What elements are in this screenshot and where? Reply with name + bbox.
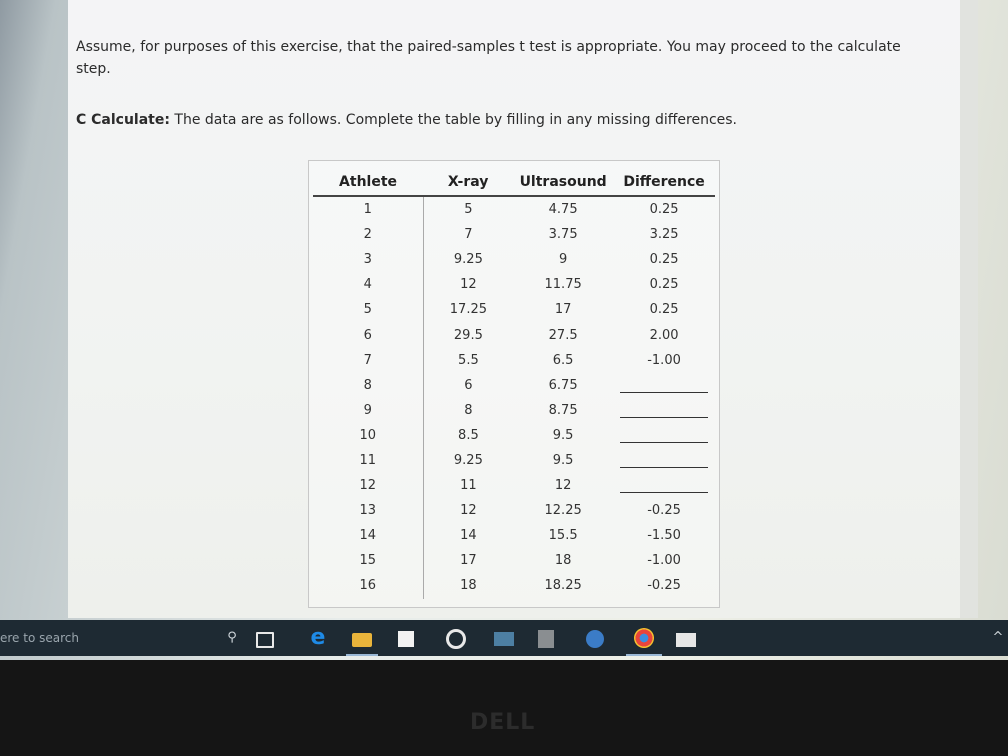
cell-ultrasound: 9.5 (552, 427, 574, 443)
cell-difference: -1.00 (647, 352, 681, 368)
table-row (313, 523, 715, 548)
cell-ultrasound: 15.5 (548, 528, 578, 544)
intro-line-2: step. (76, 61, 111, 77)
cell-xray: 9.25 (453, 452, 483, 468)
cell-athlete: 10 (313, 423, 423, 448)
calculate-label: C Calculate: (76, 112, 170, 128)
difference-blank[interactable] (620, 453, 708, 468)
monitor-brand-logo: DELL (470, 710, 536, 735)
cell-athlete: 11 (313, 448, 423, 473)
cell-difference[interactable] (613, 423, 715, 448)
cell-difference[interactable] (613, 398, 715, 423)
table-row (313, 473, 715, 498)
table-row (313, 297, 715, 322)
cell-athlete: 4 (313, 272, 423, 297)
cell-athlete: 14 (313, 523, 423, 548)
cell-athlete: 2 (313, 222, 423, 247)
cell-difference: 0.25 (649, 277, 679, 293)
cell-difference: -1.00 (647, 553, 681, 569)
cell-xray: 8 (464, 402, 473, 418)
table-row (313, 272, 715, 297)
cell-xray: 5.5 (458, 352, 479, 368)
store-icon[interactable] (398, 631, 414, 647)
table-row (313, 423, 715, 448)
page-right-edge (960, 0, 978, 618)
cell-ultrasound: 12.25 (544, 503, 582, 519)
chevron-up-icon[interactable]: ^ (992, 630, 1004, 645)
data-table-container (308, 160, 720, 608)
cell-ultrasound: 27.5 (548, 327, 578, 343)
cell-xray: 12 (460, 503, 477, 519)
cell-athlete: 1 (313, 196, 423, 222)
data-table (313, 169, 715, 599)
cell-difference: 0.25 (649, 252, 679, 268)
active-indicator (346, 654, 378, 656)
cell-athlete: 5 (313, 297, 423, 322)
table-row (313, 247, 715, 272)
cell-ultrasound: 6.75 (548, 377, 578, 393)
taskbar-search[interactable]: ere to search (0, 631, 79, 645)
cell-difference[interactable] (613, 448, 715, 473)
cell-xray: 9.25 (453, 252, 483, 268)
edge-browser-icon[interactable]: e (310, 625, 326, 650)
cell-athlete: 9 (313, 398, 423, 423)
file-explorer-icon[interactable] (352, 633, 372, 647)
task-view-icon[interactable] (256, 632, 274, 648)
cell-xray: 11 (460, 478, 477, 494)
cell-ultrasound: 11.75 (544, 277, 582, 293)
difference-blank[interactable] (620, 378, 708, 393)
cell-xray: 7 (464, 227, 473, 243)
cell-difference: -0.25 (647, 578, 681, 594)
active-indicator (626, 654, 662, 656)
cell-difference: 3.25 (649, 227, 679, 243)
cell-ultrasound: 18 (554, 553, 572, 569)
table-row (313, 448, 715, 473)
steam-icon[interactable] (586, 630, 604, 648)
cell-athlete: 8 (313, 373, 423, 398)
cell-athlete: 12 (313, 473, 423, 498)
cell-ultrasound: 6.5 (552, 352, 574, 368)
difference-blank[interactable] (620, 478, 708, 493)
exercise-page (68, 0, 960, 618)
cell-athlete: 15 (313, 548, 423, 573)
cell-difference[interactable] (613, 473, 715, 498)
cell-difference[interactable] (613, 373, 715, 398)
table-row (313, 196, 715, 222)
header-difference: Difference (613, 169, 715, 196)
taskbar (0, 620, 1008, 656)
intro-paragraph (76, 36, 956, 80)
cell-athlete: 6 (313, 322, 423, 347)
table-row (313, 548, 715, 573)
cell-athlete: 3 (313, 247, 423, 272)
cell-ultrasound: 8.75 (548, 402, 578, 418)
cell-difference: 2.00 (649, 327, 679, 343)
calculate-instruction (76, 112, 956, 128)
cell-difference: -0.25 (647, 503, 681, 519)
table-row (313, 498, 715, 523)
calculate-text: The data are as follows. Complete the table by filling in any missing differences. (169, 112, 738, 128)
cell-xray: 8.5 (458, 427, 479, 443)
header-ultrasound: Ultrasound (513, 169, 613, 196)
calculator-icon[interactable] (538, 630, 554, 648)
microphone-icon[interactable]: ⚲ (227, 630, 237, 645)
table-row (313, 398, 715, 423)
cell-ultrasound: 9 (558, 252, 568, 268)
difference-blank[interactable] (620, 428, 708, 443)
cell-ultrasound: 9.5 (552, 452, 574, 468)
cell-xray: 6 (464, 377, 473, 393)
cell-athlete: 13 (313, 498, 423, 523)
cell-difference: 0.25 (649, 302, 679, 318)
cell-xray: 12 (460, 277, 477, 293)
cell-ultrasound: 12 (554, 478, 572, 494)
cell-xray: 17.25 (449, 302, 487, 318)
chrome-icon[interactable] (634, 628, 654, 648)
cell-athlete: 7 (313, 348, 423, 373)
media-player-icon[interactable] (446, 629, 466, 649)
photos-icon[interactable] (494, 632, 514, 646)
cell-xray: 5 (464, 202, 473, 218)
table-row (313, 373, 715, 398)
cell-xray: 14 (460, 528, 477, 544)
cell-ultrasound: 3.75 (548, 227, 578, 243)
table-header-row (313, 169, 715, 196)
intro-line-1: Assume, for purposes of this exercise, that the paired-samples t test is appropriate. You may proceed to the calculate (76, 39, 901, 55)
difference-blank[interactable] (620, 403, 708, 418)
table-row (313, 348, 715, 373)
header-xray: X-ray (423, 169, 513, 196)
cell-xray: 18 (460, 578, 477, 594)
cell-xray: 29.5 (453, 327, 483, 343)
cell-athlete: 16 (313, 573, 423, 598)
mail-icon[interactable] (676, 633, 696, 647)
cell-xray: 17 (460, 553, 477, 569)
table-row (313, 322, 715, 347)
table-row (313, 573, 715, 598)
cell-ultrasound: 17 (554, 302, 572, 318)
header-athlete: Athlete (313, 169, 423, 196)
cell-difference: 0.25 (649, 202, 679, 218)
cell-difference: -1.50 (647, 528, 681, 544)
cell-ultrasound: 18.25 (544, 578, 582, 594)
table-row (313, 222, 715, 247)
cell-ultrasound: 4.75 (548, 202, 578, 218)
